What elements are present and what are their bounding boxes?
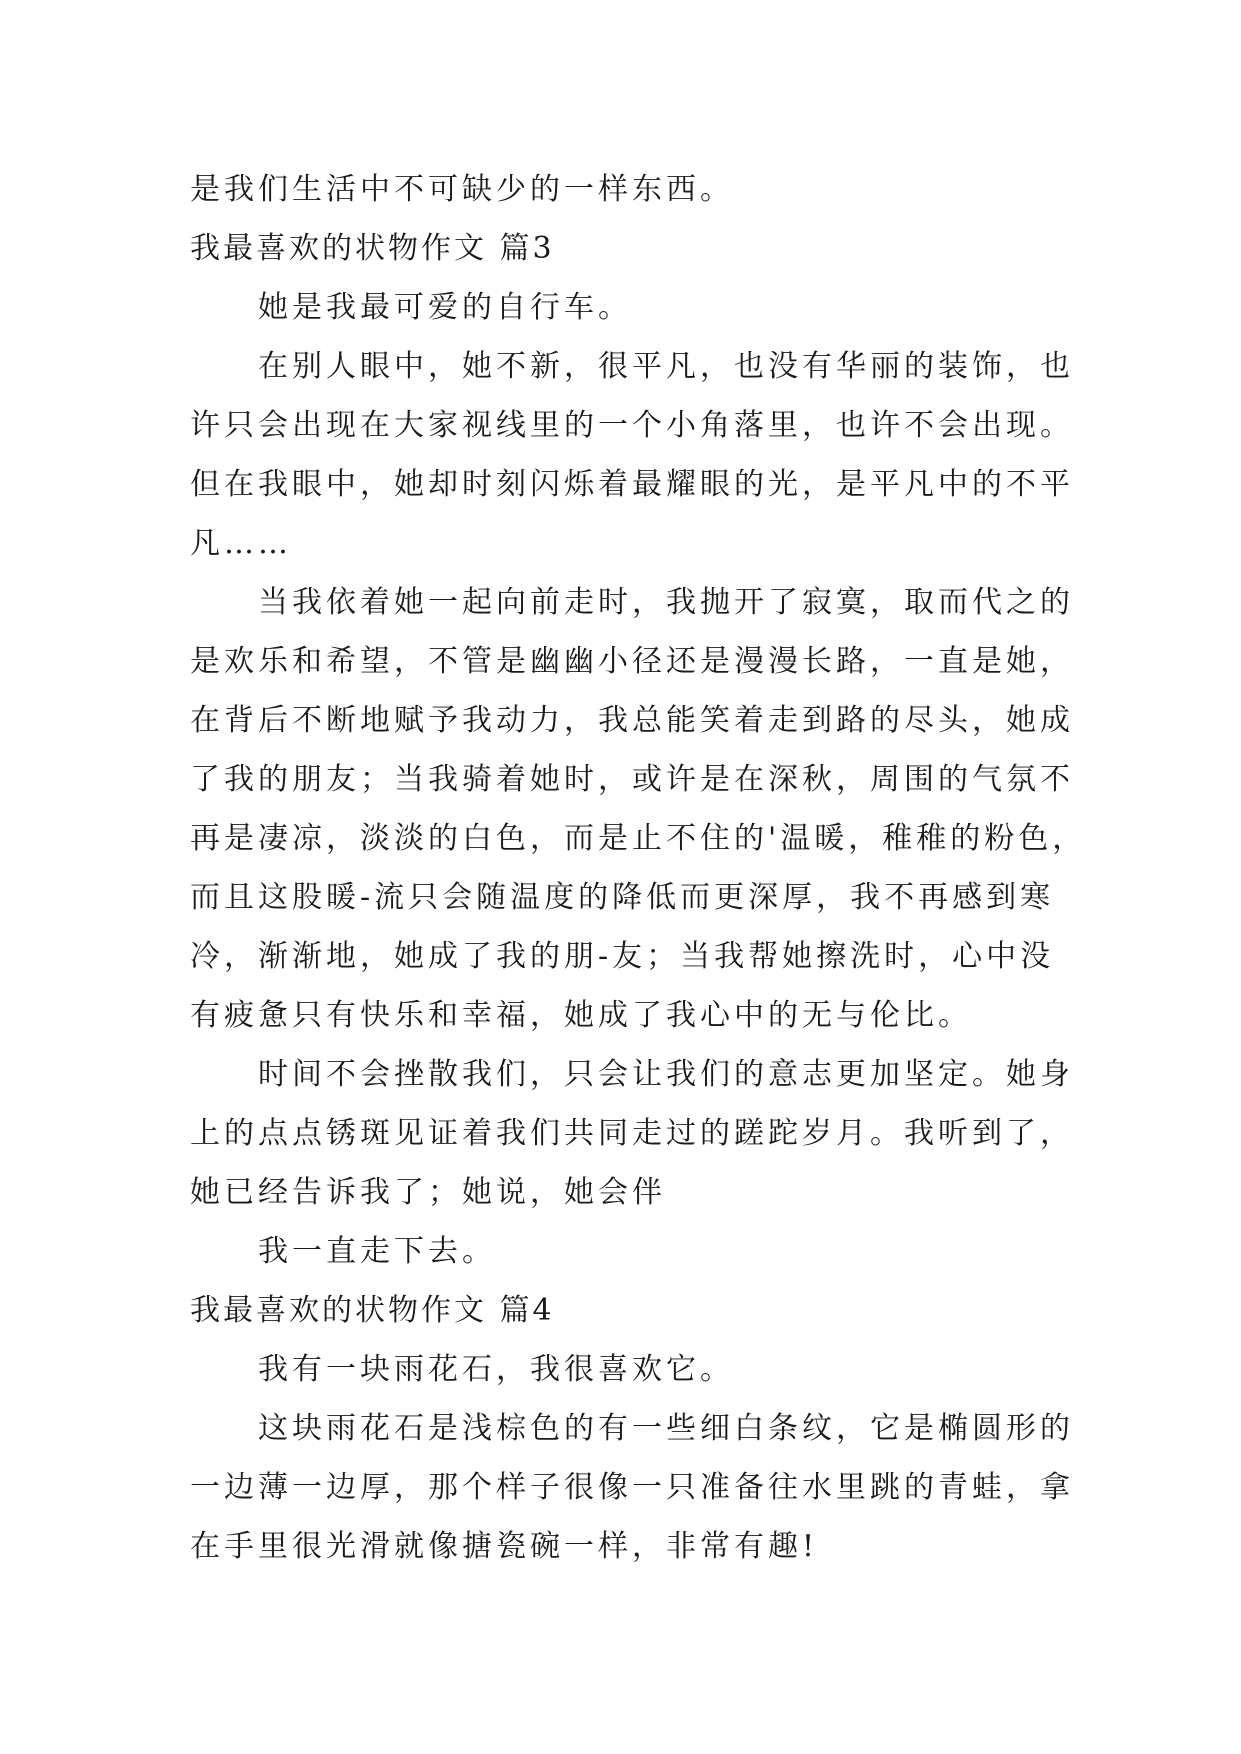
paragraph-line: 再是凄凉，淡淡的白色，而是止不住的'温暖，稚稚的粉色，: [190, 821, 1087, 856]
section-heading: 我最喜欢的状物作文 篇3: [190, 231, 555, 266]
paragraph-line: 有疲惫只有快乐和幸福，她成了我心中的无与伦比。: [190, 998, 972, 1033]
paragraph-line: 但在我眼中，她却时刻闪烁着最耀眼的光，是平凡中的不平: [190, 467, 1074, 502]
paragraph-line: 了我的朋友；当我骑着她时，或许是在深秋，周围的气氛不: [190, 762, 1074, 797]
paragraph-line: 上的点点锈斑见证着我们共同走过的蹉跎岁月。我听到了，: [190, 1116, 1074, 1151]
section-heading: 我最喜欢的状物作文 篇4: [190, 1293, 555, 1328]
paragraph-line: 在背后不断地赋予我动力，我总能笑着走到路的尽头，她成: [190, 703, 1074, 738]
paragraph-line: 这块雨花石是浅棕色的有一些细白条纹，它是椭圆形的: [258, 1411, 1074, 1446]
document-body: [190, 160, 1087, 1576]
paragraph-line: 而且这股暖-流只会随温度的降低而更深厚，我不再感到寒: [190, 880, 1055, 915]
paragraph-line: 是欢乐和希望，不管是幽幽小径还是漫漫长路，一直是她，: [190, 644, 1074, 679]
paragraph-line: 时间不会挫散我们，只会让我们的意志更加坚定。她身: [258, 1057, 1074, 1092]
paragraph-line: 许只会出现在大家视线里的一个小角落里，也许不会出现。: [190, 408, 1074, 443]
paragraph-line: 她已经告诉我了；她说，她会伴: [190, 1175, 666, 1210]
paragraph-line: 冷，渐渐地，她成了我的朋-友；当我帮她擦洗时，心中没: [190, 939, 1055, 974]
paragraph-line: 凡……: [190, 526, 292, 561]
paragraph-line: 她是我最可爱的自行车。: [258, 290, 632, 325]
paragraph-line: 一边薄一边厚，那个样子很像一只准备往水里跳的青蛙，拿: [190, 1470, 1074, 1505]
paragraph-line: 在手里很光滑就像搪瓷碗一样，非常有趣!: [190, 1529, 819, 1564]
paragraph-line: 我一直走下去。: [258, 1234, 496, 1269]
paragraph-line: 我有一块雨花石，我很喜欢它。: [258, 1352, 734, 1387]
paragraph-line: 在别人眼中，她不新，很平凡，也没有华丽的装饰，也: [258, 349, 1074, 384]
paragraph-line: 当我依着她一起向前走时，我抛开了寂寞，取而代之的: [258, 585, 1074, 620]
paragraph-line: 是我们生活中不可缺少的一样东西。: [190, 172, 734, 207]
